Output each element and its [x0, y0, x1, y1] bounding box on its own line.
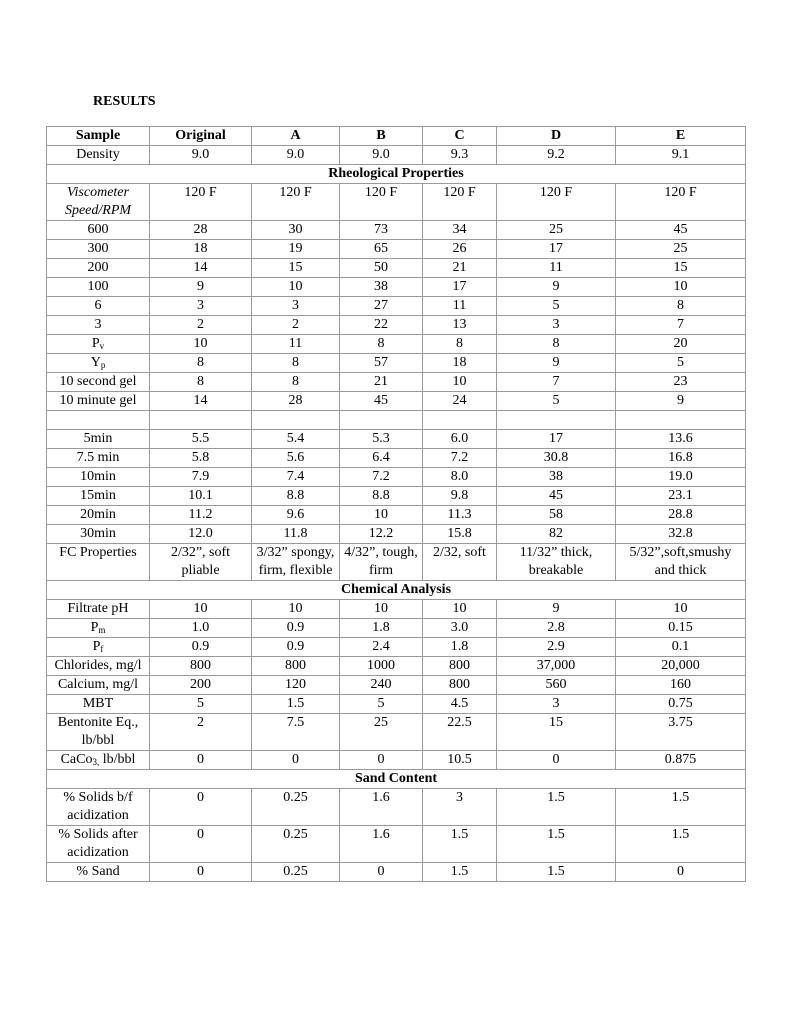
table-cell: 8 — [252, 373, 340, 392]
table-cell: 12.2 — [340, 525, 423, 544]
table-cell: 8 — [150, 373, 252, 392]
row-label-subscript: f — [100, 644, 104, 654]
page-heading: RESULTS — [93, 94, 156, 109]
table-row — [47, 619, 746, 638]
table-cell: 8 — [497, 335, 616, 354]
table-cell: 34 — [423, 221, 497, 240]
row-label: MBT — [47, 695, 150, 714]
row-label — [47, 354, 150, 373]
row-label: Viscometer Speed/RPM — [47, 184, 150, 221]
row-label: % Solids b/f acidization — [47, 789, 150, 826]
table-cell: 5 — [497, 392, 616, 411]
table-row — [47, 600, 746, 619]
table-cell: 3 — [252, 297, 340, 316]
table-cell: 7.2 — [340, 468, 423, 487]
table-row — [47, 487, 746, 506]
results-table — [46, 126, 746, 882]
table-cell: 5.8 — [150, 449, 252, 468]
table-row — [47, 316, 746, 335]
row-label-subscript: 3, — [92, 757, 100, 767]
table-cell: 32.8 — [616, 525, 746, 544]
table-row — [47, 657, 746, 676]
table-cell: 28 — [252, 392, 340, 411]
row-label: 6 — [47, 297, 150, 316]
row-label: 5min — [47, 430, 150, 449]
row-label: 10min — [47, 468, 150, 487]
table-row — [47, 789, 746, 826]
table-cell: 11 — [497, 259, 616, 278]
table-cell: 21 — [423, 259, 497, 278]
table-cell: 120 F — [616, 184, 746, 221]
table-cell: 160 — [616, 676, 746, 695]
row-label-subscript: m — [98, 625, 106, 635]
table-row — [47, 506, 746, 525]
table-cell: 3 — [150, 297, 252, 316]
section-title: Sand Content — [47, 770, 746, 789]
table-cell: 23 — [616, 373, 746, 392]
row-label: 20min — [47, 506, 150, 525]
table-cell: 4.5 — [423, 695, 497, 714]
table-cell: 2/32, soft — [423, 544, 497, 581]
table-cell: 9.2 — [497, 146, 616, 165]
column-header: D — [497, 127, 616, 146]
table-row — [47, 259, 746, 278]
table-row — [47, 240, 746, 259]
table-cell: 2.9 — [497, 638, 616, 657]
section-title: Chemical Analysis — [47, 581, 746, 600]
table-cell: 21 — [340, 373, 423, 392]
table-cell: 17 — [497, 430, 616, 449]
table-cell: 0.9 — [252, 619, 340, 638]
table-cell: 0.25 — [252, 789, 340, 826]
table-cell: 1000 — [340, 657, 423, 676]
table-cell: 1.5 — [497, 789, 616, 826]
table-cell: 10 — [150, 600, 252, 619]
column-header: Sample — [47, 127, 150, 146]
table-cell: 15 — [497, 714, 616, 751]
table-row — [47, 373, 746, 392]
table-cell: 1.5 — [252, 695, 340, 714]
row-label: 7.5 min — [47, 449, 150, 468]
table-cell: 37,000 — [497, 657, 616, 676]
column-header: E — [616, 127, 746, 146]
table-cell: 800 — [252, 657, 340, 676]
table-cell: 5 — [150, 695, 252, 714]
table-cell: 5 — [340, 695, 423, 714]
table-cell: 9 — [616, 392, 746, 411]
table-cell: 1.5 — [423, 826, 497, 863]
table-cell: 3 — [497, 316, 616, 335]
row-label: 600 — [47, 221, 150, 240]
table-cell: 10.5 — [423, 751, 497, 770]
table-cell: 25 — [340, 714, 423, 751]
table-cell: 5/32”,soft,smushy and thick — [616, 544, 746, 581]
row-label-text: P — [90, 620, 99, 635]
row-label: 10 minute gel — [47, 392, 150, 411]
table-row — [47, 449, 746, 468]
table-cell: 0 — [616, 863, 746, 882]
table-cell: 7.5 — [252, 714, 340, 751]
table-cell: 18 — [423, 354, 497, 373]
table-cell: 11 — [252, 335, 340, 354]
table-cell: 0 — [497, 751, 616, 770]
table-cell: 8 — [423, 335, 497, 354]
table-cell: 15.8 — [423, 525, 497, 544]
table-cell: 1.6 — [340, 826, 423, 863]
table-cell: 7 — [616, 316, 746, 335]
table-cell: 1.5 — [423, 863, 497, 882]
table-cell: 19 — [252, 240, 340, 259]
table-cell: 2.8 — [497, 619, 616, 638]
table-cell: 120 F — [340, 184, 423, 221]
table-cell: 3 — [497, 695, 616, 714]
table-row — [47, 826, 746, 863]
table-row — [47, 184, 746, 221]
table-cell: 240 — [340, 676, 423, 695]
table-row — [47, 354, 746, 373]
row-label: 3 — [47, 316, 150, 335]
row-label: Density — [47, 146, 150, 165]
table-cell: 3/32” spongy, firm, flexible — [252, 544, 340, 581]
table-cell: 8 — [150, 354, 252, 373]
row-label: % Solids after acidization — [47, 826, 150, 863]
table-cell: 24 — [423, 392, 497, 411]
table-cell: 4/32”, tough, firm — [340, 544, 423, 581]
row-label-tail: lb/bbl — [99, 752, 136, 767]
table-cell: 1.5 — [616, 789, 746, 826]
table-cell: 10.1 — [150, 487, 252, 506]
table-cell: 14 — [150, 259, 252, 278]
table-cell: 13.6 — [616, 430, 746, 449]
table-cell: 120 F — [252, 184, 340, 221]
table-cell: 10 — [616, 600, 746, 619]
table-cell: 28.8 — [616, 506, 746, 525]
table-cell: 5.6 — [252, 449, 340, 468]
table-cell: 6.0 — [423, 430, 497, 449]
table-cell: 2/32”, soft pliable — [150, 544, 252, 581]
table-cell: 26 — [423, 240, 497, 259]
row-label — [47, 638, 150, 657]
table-row — [47, 297, 746, 316]
row-label: 200 — [47, 259, 150, 278]
table-cell: 45 — [497, 487, 616, 506]
row-label: 15min — [47, 487, 150, 506]
table-cell: 30.8 — [497, 449, 616, 468]
table-cell: 50 — [340, 259, 423, 278]
table-cell: 1.6 — [340, 789, 423, 826]
row-label-subscript: p — [100, 360, 106, 370]
table-cell: 0.25 — [252, 863, 340, 882]
table-cell: 1.8 — [340, 619, 423, 638]
table-row — [47, 695, 746, 714]
table-cell — [497, 411, 616, 430]
table-cell: 18 — [150, 240, 252, 259]
table-cell: 2 — [150, 316, 252, 335]
table-cell: 120 F — [423, 184, 497, 221]
row-label — [47, 335, 150, 354]
table-cell: 0 — [150, 789, 252, 826]
table-row — [47, 863, 746, 882]
table-cell: 9 — [150, 278, 252, 297]
column-header: A — [252, 127, 340, 146]
table-cell: 9.0 — [340, 146, 423, 165]
row-label: % Sand — [47, 863, 150, 882]
table-cell: 0 — [340, 751, 423, 770]
table-row — [47, 430, 746, 449]
column-header: C — [423, 127, 497, 146]
table-cell: 0 — [340, 863, 423, 882]
table-row — [47, 221, 746, 240]
table-cell: 2 — [252, 316, 340, 335]
table-row — [47, 525, 746, 544]
table-row — [47, 392, 746, 411]
table-cell: 3.0 — [423, 619, 497, 638]
table-cell: 82 — [497, 525, 616, 544]
table-cell: 10 — [252, 600, 340, 619]
table-cell: 25 — [497, 221, 616, 240]
row-label: Calcium, mg/l — [47, 676, 150, 695]
table-cell — [252, 411, 340, 430]
table-cell: 16.8 — [616, 449, 746, 468]
table-row — [47, 714, 746, 751]
table-cell: 38 — [497, 468, 616, 487]
table-cell: 0.15 — [616, 619, 746, 638]
table-cell: 8 — [252, 354, 340, 373]
table-cell: 10 — [423, 600, 497, 619]
table-cell: 9.0 — [252, 146, 340, 165]
table-cell: 0.75 — [616, 695, 746, 714]
table-cell: 1.0 — [150, 619, 252, 638]
row-label: Bentonite Eq., lb/bbl — [47, 714, 150, 751]
table-cell: 5 — [497, 297, 616, 316]
table-cell — [616, 411, 746, 430]
table-cell: 7.9 — [150, 468, 252, 487]
table-cell: 14 — [150, 392, 252, 411]
table-cell: 0.9 — [150, 638, 252, 657]
table-cell: 2 — [150, 714, 252, 751]
table-cell: 22 — [340, 316, 423, 335]
table-cell: 11 — [423, 297, 497, 316]
table-cell: 5 — [616, 354, 746, 373]
row-label: 100 — [47, 278, 150, 297]
row-label-text: Y — [90, 355, 101, 370]
table-cell: 1.8 — [423, 638, 497, 657]
table-cell: 3 — [423, 789, 497, 826]
table-cell: 11.3 — [423, 506, 497, 525]
table-cell: 23.1 — [616, 487, 746, 506]
table-cell: 3.75 — [616, 714, 746, 751]
row-label: 30min — [47, 525, 150, 544]
table-cell: 45 — [616, 221, 746, 240]
table-row — [47, 335, 746, 354]
table-cell: 45 — [340, 392, 423, 411]
table-row — [47, 638, 746, 657]
table-cell: 17 — [497, 240, 616, 259]
table-cell: 7 — [497, 373, 616, 392]
section-title: Rheological Properties — [47, 165, 746, 184]
table-cell: 9.1 — [616, 146, 746, 165]
row-label-subscript: v — [99, 341, 105, 351]
table-cell: 20,000 — [616, 657, 746, 676]
table-cell: 0 — [150, 863, 252, 882]
table-cell: 0.1 — [616, 638, 746, 657]
table-row — [47, 676, 746, 695]
table-cell: 8.8 — [252, 487, 340, 506]
table-cell: 120 F — [150, 184, 252, 221]
table-cell: 9.6 — [252, 506, 340, 525]
row-label — [47, 751, 150, 770]
table-cell: 0 — [150, 826, 252, 863]
table-cell: 10 — [150, 335, 252, 354]
table-cell: 15 — [616, 259, 746, 278]
section-row — [47, 770, 746, 789]
table-cell: 10 — [616, 278, 746, 297]
table-cell: 11/32” thick, breakable — [497, 544, 616, 581]
table-cell: 57 — [340, 354, 423, 373]
table-cell: 5.5 — [150, 430, 252, 449]
table-cell: 0.9 — [252, 638, 340, 657]
table-cell: 58 — [497, 506, 616, 525]
table-cell: 8 — [616, 297, 746, 316]
table-cell: 2.4 — [340, 638, 423, 657]
row-label: 300 — [47, 240, 150, 259]
table-cell: 13 — [423, 316, 497, 335]
table-cell: 8 — [340, 335, 423, 354]
table-cell: 12.0 — [150, 525, 252, 544]
table-cell: 15 — [252, 259, 340, 278]
table-cell — [423, 411, 497, 430]
table-cell: 7.4 — [252, 468, 340, 487]
row-label — [47, 411, 150, 430]
table-row — [47, 411, 746, 430]
table-row — [47, 544, 746, 581]
table-row — [47, 278, 746, 297]
row-label-text: CaCo — [60, 752, 93, 767]
table-cell: 1.5 — [616, 826, 746, 863]
section-row — [47, 165, 746, 184]
table-cell: 0.25 — [252, 826, 340, 863]
table-header-row — [47, 127, 746, 146]
table-cell: 38 — [340, 278, 423, 297]
table-cell: 0.875 — [616, 751, 746, 770]
row-label: Filtrate pH — [47, 600, 150, 619]
row-label: FC Properties — [47, 544, 150, 581]
table-cell: 5.3 — [340, 430, 423, 449]
table-cell: 1.5 — [497, 826, 616, 863]
column-header: Original — [150, 127, 252, 146]
table-cell: 25 — [616, 240, 746, 259]
table-cell — [340, 411, 423, 430]
table-cell: 800 — [423, 676, 497, 695]
table-cell: 9 — [497, 278, 616, 297]
table-cell: 11.8 — [252, 525, 340, 544]
row-label: 10 second gel — [47, 373, 150, 392]
table-cell: 5.4 — [252, 430, 340, 449]
table-cell: 8.8 — [340, 487, 423, 506]
table-cell: 20 — [616, 335, 746, 354]
table-cell: 17 — [423, 278, 497, 297]
table-cell: 27 — [340, 297, 423, 316]
table-cell: 560 — [497, 676, 616, 695]
section-row — [47, 581, 746, 600]
row-label — [47, 619, 150, 638]
table-cell: 0 — [150, 751, 252, 770]
table-cell: 120 F — [497, 184, 616, 221]
table-row — [47, 146, 746, 165]
table-cell: 9.8 — [423, 487, 497, 506]
table-cell: 800 — [423, 657, 497, 676]
table-cell: 30 — [252, 221, 340, 240]
table-cell: 200 — [150, 676, 252, 695]
row-label: Chlorides, mg/l — [47, 657, 150, 676]
table-cell — [150, 411, 252, 430]
table-cell: 10 — [252, 278, 340, 297]
column-header: B — [340, 127, 423, 146]
table-cell: 9 — [497, 600, 616, 619]
table-cell: 1.5 — [497, 863, 616, 882]
table-cell: 10 — [423, 373, 497, 392]
table-cell: 8.0 — [423, 468, 497, 487]
table-cell: 65 — [340, 240, 423, 259]
table-cell: 22.5 — [423, 714, 497, 751]
table-cell: 11.2 — [150, 506, 252, 525]
table-cell: 9.0 — [150, 146, 252, 165]
table-cell: 6.4 — [340, 449, 423, 468]
table-cell: 9.3 — [423, 146, 497, 165]
table-cell: 73 — [340, 221, 423, 240]
table-cell: 10 — [340, 600, 423, 619]
table-cell: 10 — [340, 506, 423, 525]
table-row — [47, 468, 746, 487]
table-cell: 120 — [252, 676, 340, 695]
row-label-text: P — [92, 639, 101, 654]
table-cell: 28 — [150, 221, 252, 240]
table-body — [47, 127, 746, 882]
row-label-text: P — [91, 336, 100, 351]
table-cell: 0 — [252, 751, 340, 770]
table-row — [47, 751, 746, 770]
table-cell: 19.0 — [616, 468, 746, 487]
table-cell: 9 — [497, 354, 616, 373]
table-cell: 7.2 — [423, 449, 497, 468]
table-cell: 800 — [150, 657, 252, 676]
